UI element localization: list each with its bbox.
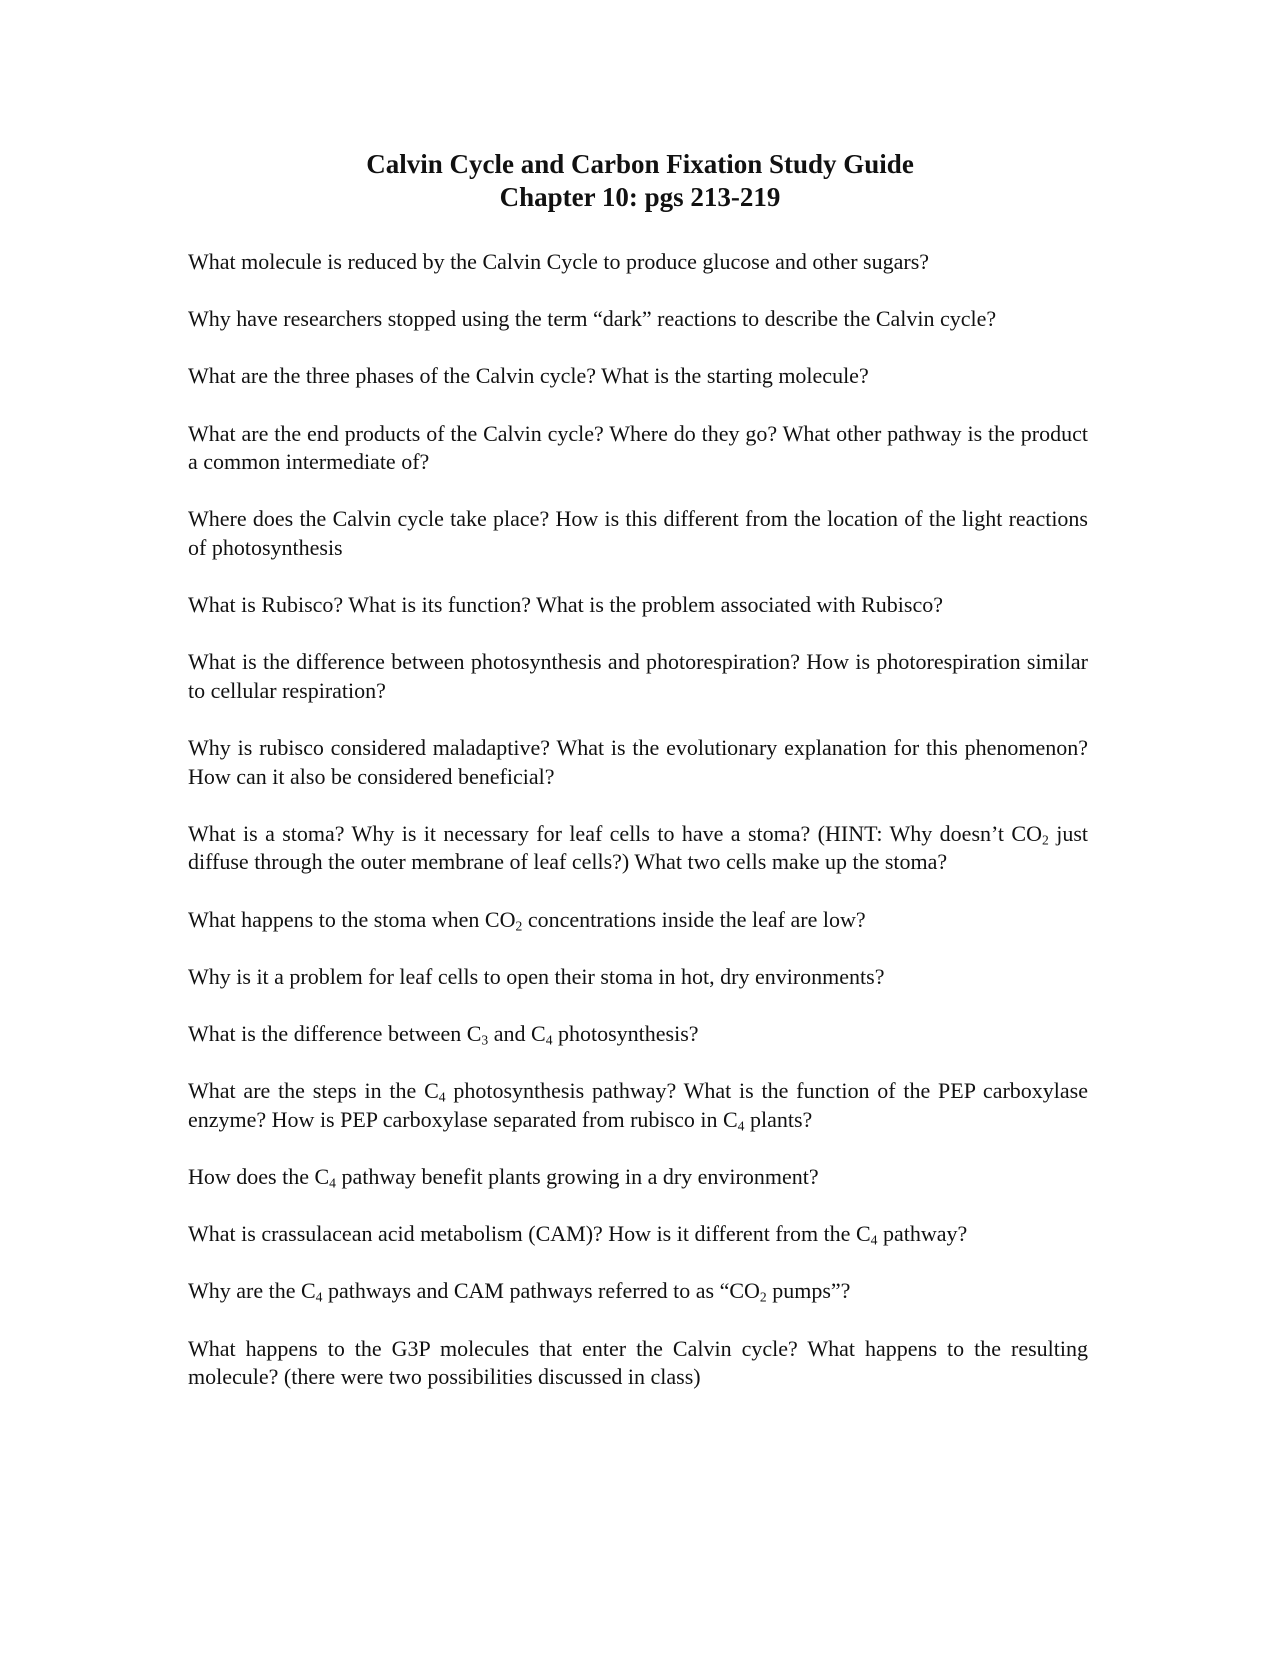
question-12 [188, 1020, 1088, 1049]
document-title: Calvin Cycle and Carbon Fixation Study Guide [366, 149, 914, 179]
question-text: photosynthesis? [552, 1021, 699, 1047]
subscript: 2 [759, 1289, 767, 1305]
question-text: pathway? [877, 1221, 968, 1247]
question-14 [188, 1163, 1088, 1192]
question-text: What are the end products of the Calvin cycle? Where do they go? What other pathway is the product a common intermediate of? [188, 420, 1088, 475]
chapter-subtitle: Chapter 10: pgs 213-219 [499, 182, 781, 212]
question-text: concentrations inside the leaf are low? [522, 906, 866, 932]
subscript: 3 [481, 1032, 489, 1048]
title-block [0, 148, 1280, 214]
subscript: 2 [1042, 832, 1049, 848]
question-text: What is Rubisco? What is its function? What is the problem associated with Rubisco? [188, 592, 943, 618]
question-8 [188, 734, 1088, 791]
question-4 [188, 420, 1088, 477]
question-text: What happens to the G3P molecules that enter the Calvin cycle? What happens to the resulting molecule? (there were two possibilities discussed in class) [188, 1335, 1088, 1390]
question-text: Why is rubisco considered maladaptive? What is the evolutionary explanation for this phenomenon? How can it also be considered beneficial? [188, 735, 1088, 789]
subscript: 4 [438, 1089, 446, 1105]
question-text: What is the difference between photosynthesis and photorespiration? How is photorespiration similar to cellular respiration? [188, 649, 1088, 703]
question-text: plants? [744, 1106, 813, 1132]
question-text: What happens to the stoma when CO [188, 906, 516, 932]
subscript: 4 [545, 1032, 553, 1048]
question-1 [188, 248, 1088, 277]
question-5 [188, 505, 1088, 562]
question-10 [188, 906, 1088, 935]
question-text: just diffuse through the outer membrane of leaf cells?) What two cells make up the stoma? [188, 820, 1088, 875]
question-text: Why is it a problem for leaf cells to open their stoma in hot, dry environments? [188, 963, 885, 989]
question-17 [188, 1335, 1088, 1392]
question-text: What is a stoma? Why is it necessary for leaf cells to have a stoma? (HINT: Why doesn’t CO [188, 820, 1042, 846]
subscript: 4 [737, 1118, 745, 1134]
question-list [188, 248, 1088, 1392]
question-text: Where does the Calvin cycle take place? How is this different from the location of the light reactions of photosynthesis [188, 506, 1088, 560]
question-text: What is the difference between C [188, 1021, 482, 1047]
subscript: 4 [870, 1232, 878, 1248]
question-text: pumps”? [766, 1278, 851, 1304]
question-text: photosynthesis pathway? What is the function of the PEP carboxylase enzyme? How is PEP carboxylase separated from rubisco in C [188, 1078, 1088, 1132]
question-16 [188, 1277, 1088, 1306]
question-7 [188, 648, 1088, 705]
question-text: Why have researchers stopped using the term “dark” reactions to describe the Calvin cycle? [188, 306, 997, 332]
question-11 [188, 963, 1088, 992]
question-text: What molecule is reduced by the Calvin Cycle to produce glucose and other sugars? [188, 249, 930, 274]
question-text: pathway benefit plants growing in a dry environment? [335, 1164, 819, 1189]
question-2 [188, 305, 1088, 334]
subscript: 4 [329, 1175, 336, 1191]
question-3 [188, 362, 1088, 391]
question-text: What are the three phases of the Calvin cycle? What is the starting molecule? [188, 363, 869, 389]
question-text: and C [488, 1021, 546, 1047]
subscript: 2 [515, 918, 523, 934]
question-text: What is crassulacean acid metabolism (CAM)? How is it different from the C [188, 1221, 871, 1247]
question-text: pathways and CAM pathways referred to as “CO [322, 1278, 760, 1304]
question-text: How does the C [188, 1164, 330, 1189]
question-15 [188, 1220, 1088, 1249]
question-text: What are the steps in the C [188, 1078, 439, 1104]
question-9 [188, 820, 1088, 877]
subscript: 4 [315, 1289, 323, 1305]
question-6 [188, 591, 1088, 620]
question-text: Why are the C [188, 1278, 316, 1304]
question-13 [188, 1077, 1088, 1134]
